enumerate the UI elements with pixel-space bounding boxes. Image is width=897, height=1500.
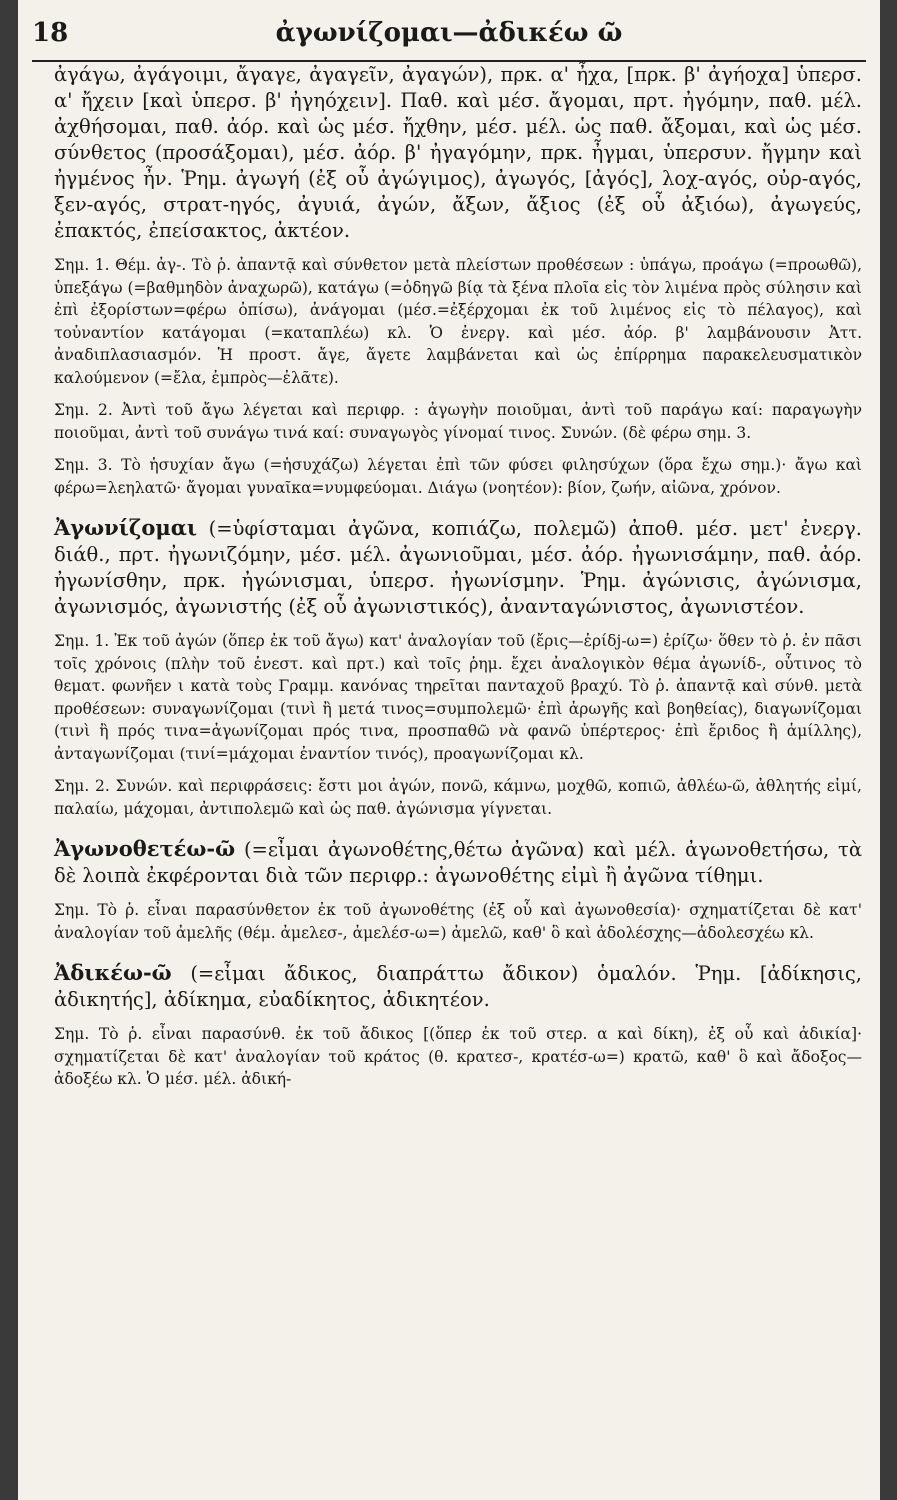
lemma-headword: Ἀγωνοθετέω-ῶ (54, 836, 236, 861)
note-text: Σημ. 2. Συνών. καὶ περιφράσεις: ἔστι μοι ἀγών, πονῶ, κάμνω, μοχθῶ, κοπιῶ, ἀθλέω-ῶ, ἀθλητής εἰμί, παλαίω, μάχομαι, ἀντιπολεμῶ καὶ ὡς παθ. ἀγώνισμα γίγνεται. (54, 777, 862, 818)
entry-text: (=ὑφίσταμαι ἀγῶνα, κοπιάζω, πολεμῶ) ἀποθ. μέσ. μετ' ἐνεργ. διάθ., πρτ. ἠγωνιζόμην, μέσ. μέλ. ἀγωνιοῦμαι, μέσ. ἀόρ. ἠγωνισάμην, παθ. ἀόρ. ἠγωνίσθην, πρκ. ἠγώνισμαι, ὑπερσ. ἠγωνίσμην. Ῥημ. ἀγώνισις, ἀγώνισμα, ἀγωνισμός, ἀγωνιστής (ἐξ οὗ ἀγωνιστικός), ἀνανταγώνιστος, ἀγωνιστέον. (54, 517, 862, 618)
note-agonizomai-2 (54, 775, 862, 820)
page-number: 18 (32, 18, 69, 48)
note-text: Σημ. 3. Τὸ ἡσυχίαν ἄγω (=ἡσυχάζω) λέγεται ἐπὶ τῶν φύσει φιλησύχων (ὅρα ἔχω σημ.)· ἄγω καὶ φέρω=λεηλατῶ· ἄγομαι γυναῖκα=νυμφεύομαι. Διάγω (νοητέον): βίον, ζωήν, αἰῶνα, χρόνον. (54, 456, 862, 497)
entry-agonizomai (54, 515, 862, 620)
note-ago-3 (54, 454, 862, 499)
entry-text: (=εἶμαι ἀγωνοθέτης,θέτω ἀγῶνα) καὶ μέλ. ἀγωνοθετήσω, τὰ δὲ λοιπὰ ἐκφέρονται διὰ τῶν περιφρ.: ἀγωνοθέτης εἰμὶ ἢ ἀγῶνα τίθημι. (54, 838, 862, 887)
entry-adikeo (54, 960, 862, 1013)
entry-ago-conjugation (54, 62, 862, 244)
page-body (54, 62, 862, 1091)
lemma-headword: Ἀγωνίζομαι (54, 515, 198, 540)
note-ago-1 (54, 254, 862, 389)
note-agonizomai-1 (54, 630, 862, 765)
book-page (18, 0, 880, 1500)
note-text: Σημ. Τὸ ῥ. εἶναι παρασύνθ. ἐκ τοῦ ἄδικος [(ὅπερ ἐκ τοῦ στερ. α καὶ δίκη), ἐξ οὗ καὶ ἀδικία]· σχηματίζεται δὲ κατ' ἀναλογίαν τοῦ κράτος (θ. κρατεσ-, κρατέσ-ω=) κρατῶ, καθ' ὃ καὶ ἄδοξος—ἀδοξέω κλ. Ὁ μέσ. μέλ. ἀδική- (54, 1025, 862, 1088)
note-text: Σημ. 1. Ἐκ τοῦ ἀγών (ὅπερ ἐκ τοῦ ἄγω) κατ' ἀναλογίαν τοῦ (ἔρις—ἐρίδj-ω=) ἐρίζω· ὅθεν τὸ ῥ. ἐν πᾶσι τοῖς χρόνοις (πλὴν τοῦ ἐνεστ. καὶ πρτ.) καὶ τοῖς ῥημ. ἔχει ἀναλογικὸν θέμα ἀγωνίδ-, οὗτινος τὸ θεματ. φωνῆεν ι κατὰ τοὺς Γραμμ. κανόνας τηρεῖται πανταχοῦ βραχύ. Τὸ ῥ. ἀπαντᾷ καὶ σύνθ. μετὰ προθέσεων: συναγωνίζομαι (τινὶ ἢ μετά τινος=συμπολεμῶ· ἐπὶ ἀρωγῆς καὶ βοηθείας), διαγωνίζομαι (τινὶ ἢ πρός τινα=ἀγωνίζομαι πρός τινα, προσπαθῶ νὰ φανῶ ὑπέρτερος· ἐπὶ ἔριδος ἢ ἁμίλλης), ἀνταγωνίζομαι (τινί=μάχομαι ἐναντίον τινός), προαγωνίζομαι κλ. (54, 632, 862, 763)
note-text: Σημ. 1. Θέμ. ἀγ-. Τὸ ῥ. ἀπαντᾷ καὶ σύνθετον μετὰ πλείστων προθέσεων : ὑπάγω, προάγω (=προωθῶ), ὑπεξάγω (=βαθμηδὸν ἀναχωρῶ), κατάγω (=ὁδηγῶ βίᾳ τὰ ξένα πλοῖα εἰς τὸν λιμένα πρὸς σύλησιν καὶ ἐπὶ ἐξορίστων=φέρω ὀπίσω), ἀνάγομαι (μέσ.=ἐξέρχομαι ἐκ τοῦ λιμένος εἰς τὸ πέλαγος), καὶ τοὐναντίον κατάγομαι (=καταπλέω) κλ. Ὁ ἐνεργ. καὶ μέσ. ἀόρ. β' λαμβάνουσιν Ἀττ. ἀναδιπλασιασμόν. Ἡ προστ. ἄγε, ἄγετε λαμβάνεται καὶ ὡς ἐπίρρημα παρακελευσματικὸν καλούμενον (=ἔλα, ἐμπρὸς—ἐλᾶτε). (54, 256, 862, 387)
note-text: Σημ. Τὸ ῥ. εἶναι παρασύνθετον ἐκ τοῦ ἀγωνοθέτης (ἐξ οὗ καὶ ἀγωνοθεσία)· σχηματίζεται δὲ κατ' ἀναλογίαν τοῦ ἀμελῆς (θέμ. ἀμελεσ-, ἀμελέσ-ω=) ἀμελῶ, καθ' ὃ καὶ ἀδολέσχης—ἀδολεσχέω κλ. (54, 901, 862, 942)
page-header (18, 12, 880, 52)
lemma-headword: Ἀδικέω-ῶ (54, 960, 172, 985)
note-ago-2 (54, 399, 862, 444)
note-agonotheteo (54, 899, 862, 944)
entry-text: (=εἶμαι ἄδικος, διαπράττω ἄδικον) ὁμαλόν. Ῥημ. [ἀδίκησις, ἀδικητής], ἀδίκημα, εὐαδίκητος, ἀδικητέον. (54, 962, 863, 1011)
entry-text: ἀγάγω, ἀγάγοιμι, ἄγαγε, ἀγαγεῖν, ἀγαγών), πρκ. α' ἦχα, [πρκ. β' ἀγήοχα] ὑπερσ. α' ἤχειν [καὶ ὑπερσ. β' ἠγηόχειν]. Παθ. καὶ μέσ. ἄγομαι, πρτ. ἠγόμην, παθ. μέλ. ἀχθήσομαι, παθ. ἀόρ. καὶ ὡς μέσ. ἤχθην, μέσ. μέλ. ὡς παθ. ἄξομαι, καὶ ὡς μέσ. σύνθετος (προσάξομαι), μέσ. ἀόρ. β' ἠγαγόμην, πρκ. ἦγμαι, ὑπερσυν. ἤγμην καὶ ἠγμένος ἦν. Ῥημ. ἀγωγή (ἐξ οὗ ἀγώγιμος), ἀγωγός, [ἀγός], λοχ-αγός, οὐρ-αγός, ξεν-αγός, στρατ-ηγός, ἀγυιά, ἀγών, ἄξων, ἄξιος (ἐξ οὗ ἀξιόω), ἀγωγεύς, ἐπακτός, ἐπείσακτος, ἀκτέον. (54, 63, 862, 242)
note-text: Σημ. 2. Ἀντὶ τοῦ ἄγω λέγεται καὶ περιφρ. : ἀγωγὴν ποιοῦμαι, ἀντὶ τοῦ παράγω καί: παραγωγὴν ποιοῦμαι, ἀντὶ τοῦ συνάγω τινά καί: συναγωγὸς γίνομαί τινος. Συνών. (δὲ φέρω σημ. 3. (54, 401, 862, 442)
note-adikeo (54, 1023, 862, 1091)
entry-agonotheteo (54, 836, 862, 889)
running-title: ἀγωνίζομαι—ἀδικέω ῶ (275, 18, 623, 48)
